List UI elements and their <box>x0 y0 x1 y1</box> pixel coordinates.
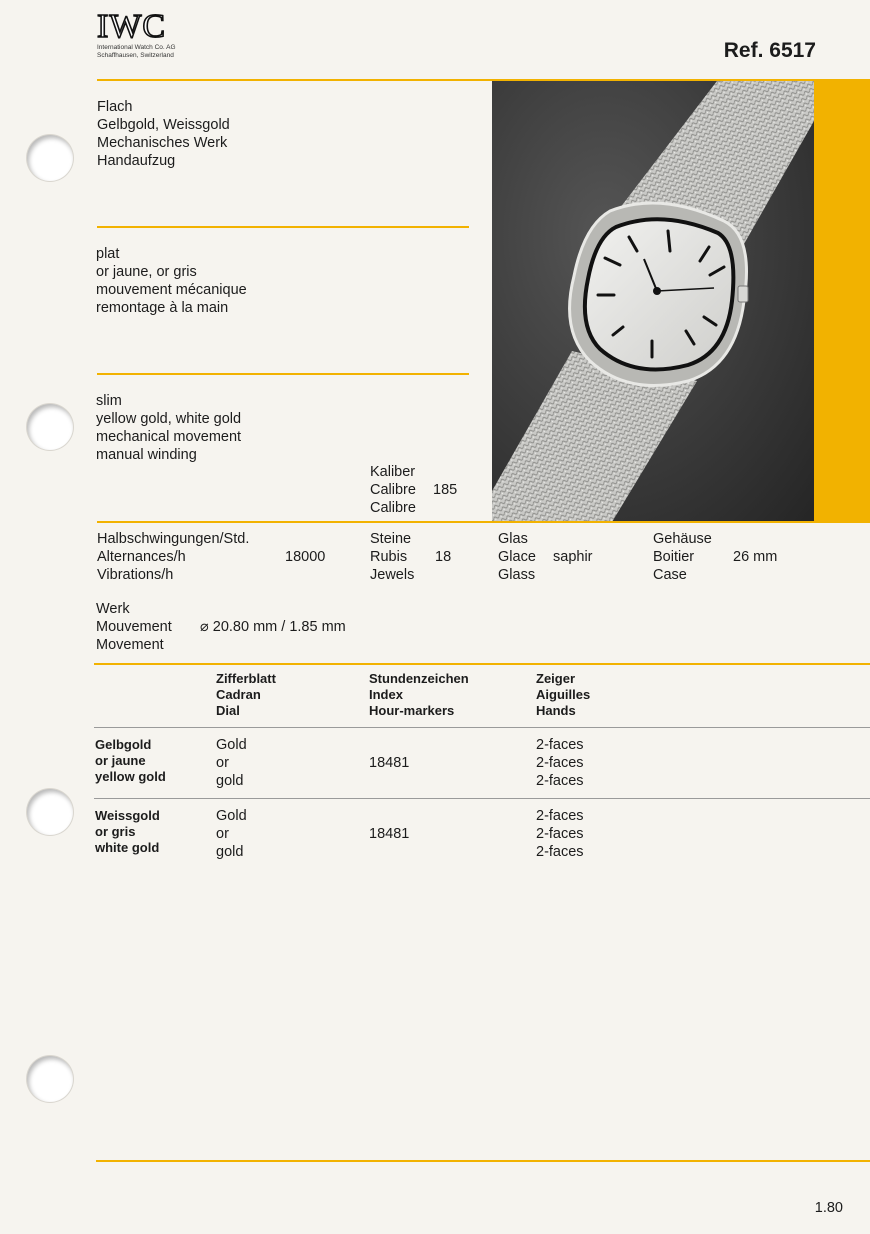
glass-label: Glass <box>498 567 536 583</box>
row-metal <box>95 737 166 785</box>
description-line: Handaufzug <box>97 153 176 169</box>
binder-hole <box>27 1056 73 1102</box>
binder-hole <box>27 135 73 181</box>
header-hands <box>536 671 590 719</box>
company-location: Schaffhausen, Switzerland <box>97 51 174 59</box>
description-line: slim <box>96 393 122 409</box>
movement-labels <box>96 600 172 654</box>
metal-label: or gris <box>95 824 136 839</box>
dial-value: Gold <box>216 737 247 753</box>
case-value: 26 mm <box>733 549 778 565</box>
calibre-label: Calibre <box>370 500 416 516</box>
hands-value: 2-faces <box>536 773 584 789</box>
reference-number: Ref. 6517 <box>723 39 816 62</box>
binder-hole <box>27 404 73 450</box>
glass-value: saphir <box>553 549 593 565</box>
table-row <box>0 735 870 795</box>
jewels-value: 18 <box>435 549 452 565</box>
description-german <box>97 98 230 170</box>
jewels-label: Jewels <box>370 567 415 583</box>
description-line: Flach <box>97 99 133 115</box>
brand-logo-mark: IWC <box>97 8 167 45</box>
case-label: Case <box>653 567 687 583</box>
calibre-label: Kaliber <box>370 464 416 480</box>
bottom-rule <box>96 1160 870 1162</box>
description-french <box>96 245 247 317</box>
jewels-labels <box>370 530 414 584</box>
description-english <box>96 392 241 464</box>
movement-label: Mouvement <box>96 619 172 635</box>
vibrations-label: Alternances/h <box>97 549 186 565</box>
description-line: or jaune, or gris <box>96 264 197 280</box>
glass-label: Glas <box>498 531 528 547</box>
dial-value: or <box>216 755 229 771</box>
spec-rule <box>97 521 870 523</box>
case-label: Boitier <box>653 549 695 565</box>
dial-value: or <box>216 826 229 842</box>
company-name: International Watch Co. AG <box>97 44 176 51</box>
hands-value: 2-faces <box>536 755 584 771</box>
header-dial <box>216 671 276 719</box>
description-line: yellow gold, white gold <box>96 411 242 427</box>
case-label: Gehäuse <box>653 531 712 547</box>
glass-label: Glace <box>498 549 536 565</box>
hands-value: 2-faces <box>536 844 584 860</box>
table-header-divider <box>94 727 870 728</box>
movement-label: Movement <box>96 637 164 653</box>
description-line: manual winding <box>96 447 197 463</box>
header-label: Aiguilles <box>536 687 591 702</box>
header-index <box>369 671 469 719</box>
metal-label: Weissgold <box>95 808 160 823</box>
hands-value: 2-faces <box>536 808 584 824</box>
hands-value: 2-faces <box>536 826 584 842</box>
header-label: Dial <box>216 703 240 718</box>
header-label: Hands <box>536 703 576 718</box>
glass-labels <box>498 530 536 584</box>
vibrations-label: Vibrations/h <box>97 567 174 583</box>
vibrations-label: Halbschwingungen/Std. <box>97 531 250 547</box>
header-label: Cadran <box>216 687 261 702</box>
metal-label: yellow gold <box>95 769 166 784</box>
table-row <box>0 806 870 866</box>
row-hands <box>536 736 584 790</box>
metal-label: or jaune <box>95 753 146 768</box>
table-rule <box>94 663 870 665</box>
description-line: remontage à la main <box>96 300 229 316</box>
jewels-label: Steine <box>370 531 412 547</box>
case-labels <box>653 530 712 584</box>
vibrations-value: 18000 <box>285 549 326 565</box>
row-hands <box>536 807 584 861</box>
movement-value: ⌀ 20.80 mm / 1.85 mm <box>200 619 346 635</box>
row-dial <box>216 807 247 861</box>
row-metal <box>95 808 160 856</box>
section-rule <box>97 226 469 228</box>
page-number: 1.80 <box>814 1200 843 1216</box>
row-index: 18481 <box>369 755 410 771</box>
header-label: Hour-markers <box>369 703 455 718</box>
description-line: Gelbgold, Weissgold <box>97 117 230 133</box>
movement-label: Werk <box>96 601 130 617</box>
metal-label: Gelbgold <box>95 737 152 752</box>
row-index: 18481 <box>369 826 410 842</box>
section-rule <box>97 373 469 375</box>
hands-value: 2-faces <box>536 737 584 753</box>
header-label: Stundenzeichen <box>369 671 469 686</box>
calibre-label: Calibre <box>370 482 416 498</box>
calibre-value: 185 <box>433 482 458 498</box>
wristwatch-photo-icon <box>492 81 814 522</box>
description-line: plat <box>96 246 120 262</box>
table-row-divider <box>94 798 870 799</box>
dial-value: gold <box>216 844 244 860</box>
jewels-label: Rubis <box>370 549 408 565</box>
watch-photo <box>492 81 814 522</box>
vibrations-labels <box>97 530 249 584</box>
header-label: Zeiger <box>536 671 576 686</box>
dial-value: gold <box>216 773 244 789</box>
accent-band <box>814 81 870 522</box>
header-label: Index <box>369 687 403 702</box>
description-line: mechanical movement <box>96 429 242 445</box>
dial-value: Gold <box>216 808 247 824</box>
description-line: mouvement mécanique <box>96 282 247 298</box>
brand-logo <box>97 10 176 59</box>
row-dial <box>216 736 247 790</box>
header-label: Zifferblatt <box>216 671 276 686</box>
metal-label: white gold <box>95 840 160 855</box>
description-line: Mechanisches Werk <box>97 135 228 151</box>
calibre-labels <box>370 463 416 517</box>
